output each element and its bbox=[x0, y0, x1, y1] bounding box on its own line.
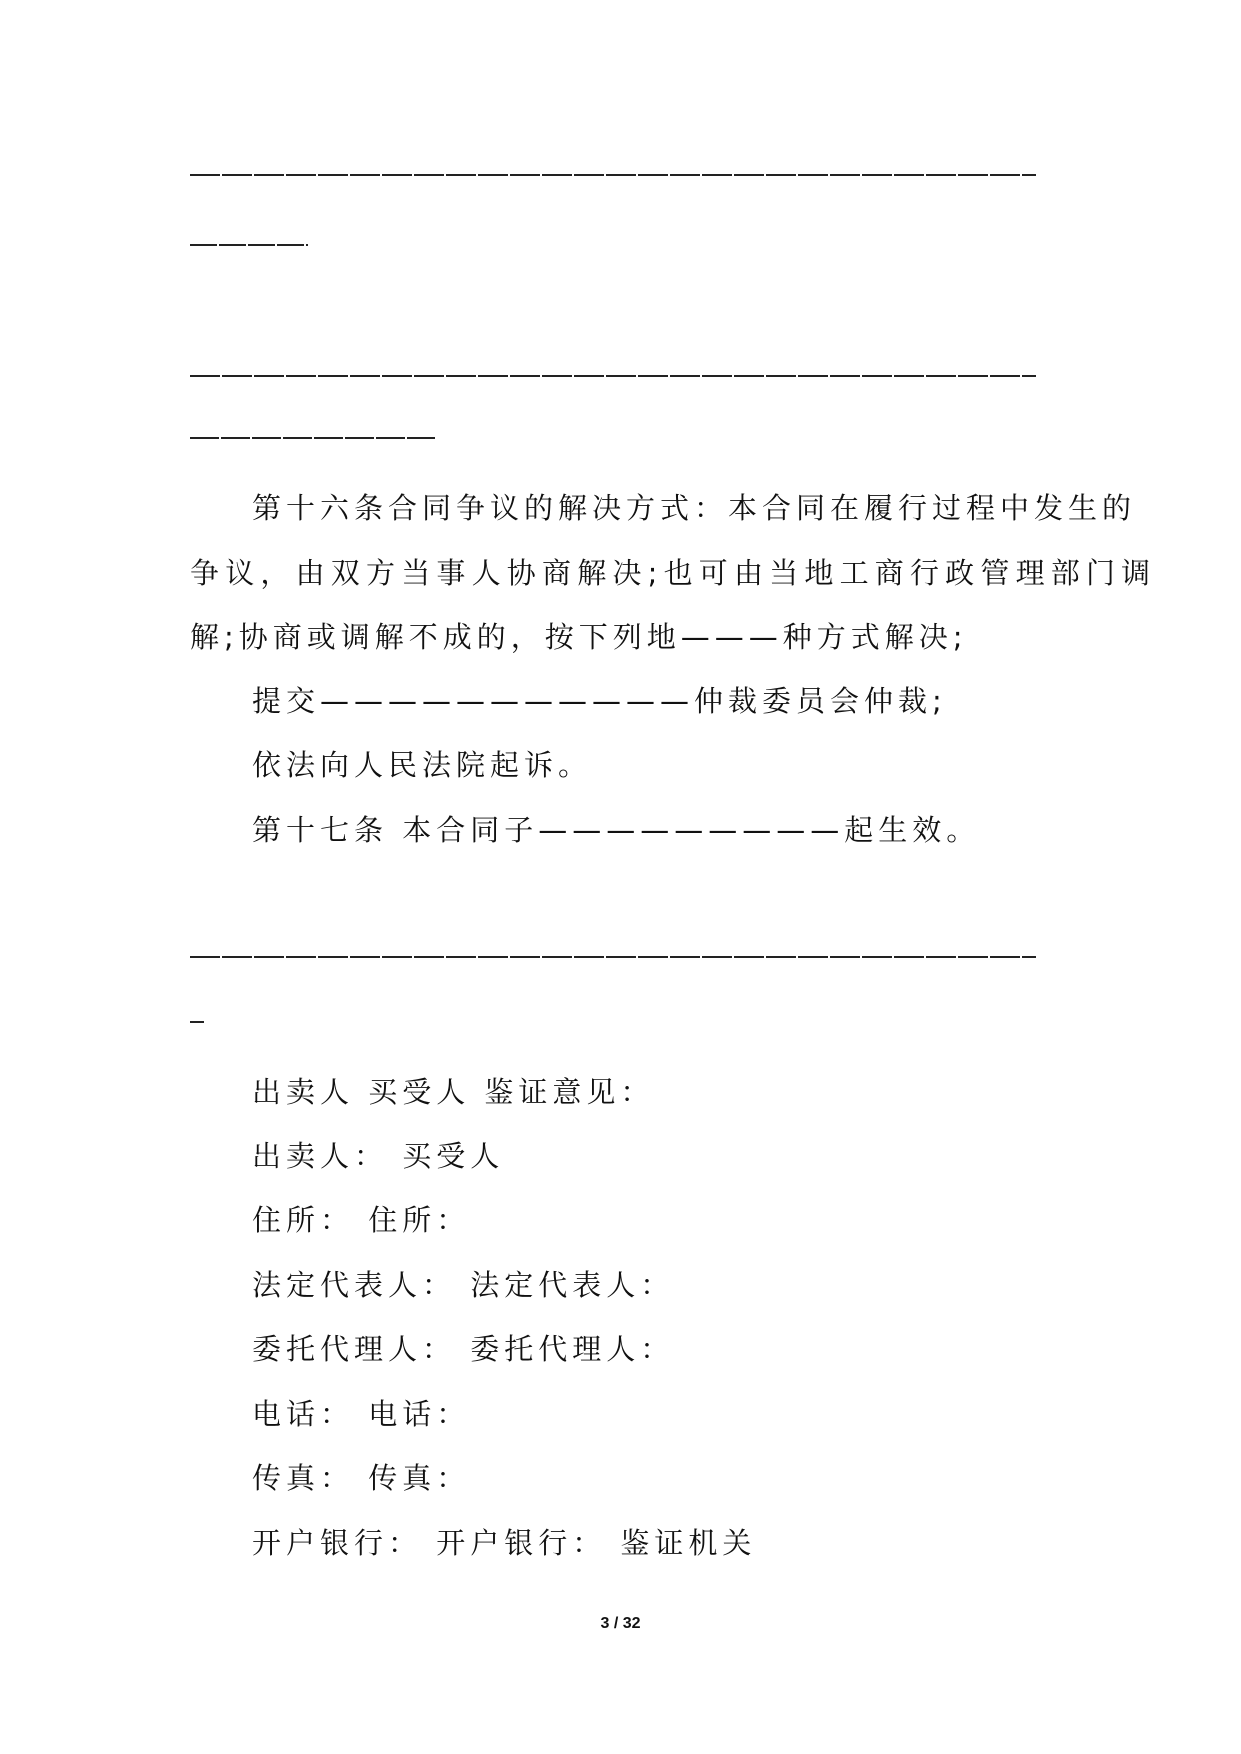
blank-line bbox=[190, 174, 1036, 176]
signature-row-legal-rep: 法定代表人： 法定代表人： bbox=[252, 1268, 675, 1302]
article-16-option: 提交———————————仲裁委员会仲裁; bbox=[252, 684, 947, 718]
article-16-line: 第十六条合同争议的解决方式：本合同在履行过程中发生的 bbox=[252, 491, 1137, 525]
signature-row-address: 住所： 住所： bbox=[252, 1203, 471, 1237]
article-16-option: 依法向人民法院起诉。 bbox=[252, 748, 593, 782]
signature-row-phone: 电话： 电话： bbox=[252, 1397, 471, 1431]
signature-row-party: 出卖人： 买受人 bbox=[252, 1139, 505, 1173]
signature-row-agent: 委托代理人： 委托代理人： bbox=[252, 1332, 675, 1366]
blank-line bbox=[190, 956, 1036, 958]
blank-line bbox=[190, 1021, 204, 1023]
article-16-line: 争议，由双方当事人协商解决;也可由当地工商行政管理部门调 bbox=[190, 556, 1157, 590]
signature-header: 出卖人 买受人 鉴证意见： bbox=[252, 1075, 655, 1109]
page-indicator: 3 / 32 bbox=[600, 1615, 641, 1632]
signature-row-fax: 传真： 传真： bbox=[252, 1461, 471, 1495]
signature-row-bank: 开户银行： 开户银行： 鉴证机关 bbox=[252, 1526, 757, 1560]
blank-line bbox=[190, 244, 308, 246]
blank-line bbox=[190, 437, 435, 439]
article-17: 第十七条 本合同子—————————起生效。 bbox=[252, 813, 981, 847]
blank-line bbox=[190, 375, 1036, 377]
article-16-line: 解;协商或调解不成的，按下列地———种方式解决; bbox=[190, 620, 968, 654]
